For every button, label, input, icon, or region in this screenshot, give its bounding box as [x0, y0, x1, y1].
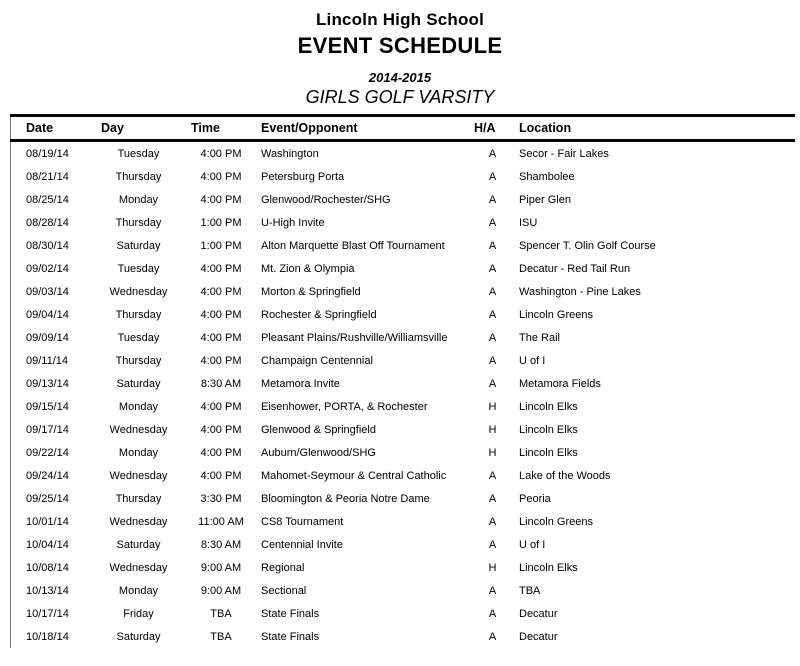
- event-cell: Petersburg Porta: [261, 170, 345, 183]
- header-row: [11, 116, 796, 141]
- ha-cell: A: [488, 469, 497, 482]
- location-cell: TBA: [519, 584, 541, 597]
- table-row: [11, 418, 796, 441]
- day-cell: Thursday: [115, 170, 162, 183]
- schedule-body: [11, 141, 796, 649]
- time-cell: 1:00 PM: [200, 239, 242, 252]
- event-cell: State Finals: [261, 630, 320, 643]
- table-row: [11, 188, 796, 211]
- location-cell: Decatur - Red Tail Run: [519, 262, 631, 275]
- ha-cell: A: [488, 308, 497, 321]
- date-cell: 10/17/14: [26, 607, 69, 620]
- column-header-ha: H/A: [474, 121, 496, 135]
- time-cell: 4:00 PM: [200, 331, 242, 344]
- location-cell: The Rail: [519, 331, 560, 344]
- location-cell: Spencer T. Olin Golf Course: [519, 239, 656, 252]
- date-cell: 09/11/14: [26, 354, 69, 367]
- schedule-table: [10, 114, 795, 648]
- event-cell: Metamora Invite: [261, 377, 340, 390]
- date-cell: 10/04/14: [26, 538, 69, 551]
- date-cell: 09/09/14: [26, 331, 69, 344]
- time-cell: 8:30 AM: [200, 538, 242, 551]
- table-row: [11, 349, 796, 372]
- date-cell: 08/21/14: [26, 170, 69, 183]
- table-row: [11, 533, 796, 556]
- location-cell: Secor - Fair Lakes: [519, 147, 609, 160]
- document-title: EVENT SCHEDULE: [297, 33, 503, 58]
- day-cell: Friday: [123, 607, 154, 620]
- table-row: [11, 372, 796, 395]
- table-row: [11, 579, 796, 602]
- table-row: [11, 395, 796, 418]
- event-cell: Champaign Centennial: [261, 354, 373, 367]
- date-cell: 10/13/14: [26, 584, 69, 597]
- ha-cell: A: [488, 607, 497, 620]
- table-head: [11, 116, 796, 141]
- day-cell: Monday: [118, 193, 159, 206]
- table-row: [11, 464, 796, 487]
- time-cell: 4:00 PM: [200, 400, 242, 413]
- date-cell: 09/25/14: [26, 492, 69, 505]
- day-cell: Thursday: [115, 308, 162, 321]
- time-cell: 4:00 PM: [200, 446, 242, 459]
- table-row: [11, 602, 796, 625]
- location-cell: Lincoln Elks: [519, 561, 578, 574]
- date-cell: 09/15/14: [26, 400, 69, 413]
- event-cell: Sectional: [261, 584, 307, 597]
- date-cell: 09/03/14: [26, 285, 69, 298]
- ha-cell: A: [488, 193, 497, 206]
- time-cell: 9:00 AM: [200, 584, 242, 597]
- day-cell: Saturday: [116, 239, 161, 252]
- ha-cell: H: [488, 446, 497, 459]
- ha-cell: H: [488, 423, 497, 436]
- date-cell: 09/02/14: [26, 262, 69, 275]
- location-cell: Lincoln Elks: [519, 423, 578, 436]
- date-cell: 09/13/14: [26, 377, 69, 390]
- column-header-time: Time: [191, 121, 220, 135]
- ha-cell: A: [488, 377, 497, 390]
- event-cell: Bloomington & Peoria Notre Dame: [261, 492, 430, 505]
- table-row: [11, 280, 796, 303]
- event-cell: Rochester & Springfield: [261, 308, 377, 321]
- ha-cell: H: [488, 561, 497, 574]
- location-cell: Lake of the Woods: [519, 469, 611, 482]
- time-cell: 9:00 AM: [200, 561, 242, 574]
- location-cell: Decatur: [519, 607, 558, 620]
- event-cell: Glenwood/Rochester/SHG: [261, 193, 391, 206]
- location-cell: U of I: [519, 538, 546, 551]
- ha-cell: A: [488, 262, 497, 275]
- team-name: GIRLS GOLF VARSITY: [305, 87, 495, 107]
- ha-cell: A: [488, 492, 497, 505]
- date-cell: 08/19/14: [26, 147, 69, 160]
- event-cell: Mahomet-Seymour & Central Catholic: [261, 469, 447, 482]
- ha-cell: A: [488, 170, 497, 183]
- ha-cell: A: [488, 538, 497, 551]
- table-row: [11, 441, 796, 464]
- time-cell: 4:00 PM: [200, 193, 242, 206]
- time-cell: 4:00 PM: [200, 147, 242, 160]
- location-cell: Metamora Fields: [519, 377, 601, 390]
- document-header: [0, 0, 800, 108]
- time-cell: 4:00 PM: [200, 170, 242, 183]
- column-header-day: Day: [101, 121, 124, 135]
- ha-cell: A: [488, 584, 497, 597]
- table-row: [11, 141, 796, 166]
- day-cell: Tuesday: [117, 331, 160, 344]
- table-row: [11, 165, 796, 188]
- date-cell: 08/28/14: [26, 216, 69, 229]
- table-row: [11, 625, 796, 648]
- location-cell: Lincoln Elks: [519, 446, 578, 459]
- column-header-location: Location: [519, 121, 572, 135]
- event-cell: U-High Invite: [261, 216, 325, 229]
- location-cell: Decatur: [519, 630, 558, 643]
- table-row: [11, 303, 796, 326]
- ha-cell: A: [488, 147, 497, 160]
- table-row: [11, 487, 796, 510]
- location-cell: Peoria: [519, 492, 551, 505]
- day-cell: Monday: [118, 446, 159, 459]
- table-row: [11, 211, 796, 234]
- column-header-event: Event/Opponent: [261, 121, 358, 135]
- ha-cell: A: [488, 331, 497, 344]
- time-cell: 4:00 PM: [200, 285, 242, 298]
- event-cell: Centennial Invite: [261, 538, 343, 551]
- time-cell: 4:00 PM: [200, 423, 242, 436]
- time-cell: 4:00 PM: [200, 354, 242, 367]
- day-cell: Saturday: [116, 630, 161, 643]
- location-cell: Washington - Pine Lakes: [519, 285, 641, 298]
- table-row: [11, 326, 796, 349]
- date-cell: 09/17/14: [26, 423, 69, 436]
- day-cell: Monday: [118, 400, 159, 413]
- day-cell: Saturday: [116, 377, 161, 390]
- location-cell: Lincoln Elks: [519, 400, 578, 413]
- column-header-date: Date: [26, 121, 54, 135]
- day-cell: Monday: [118, 584, 159, 597]
- date-cell: 10/08/14: [26, 561, 69, 574]
- day-cell: Thursday: [115, 492, 162, 505]
- event-cell: Glenwood & Springfield: [261, 423, 376, 436]
- day-cell: Wednesday: [109, 515, 168, 528]
- date-cell: 08/25/14: [26, 193, 69, 206]
- day-cell: Thursday: [115, 354, 162, 367]
- time-cell: 4:00 PM: [200, 262, 242, 275]
- time-cell: TBA: [210, 607, 232, 620]
- table-row: [11, 510, 796, 533]
- time-cell: 8:30 AM: [200, 377, 242, 390]
- time-cell: 4:00 PM: [200, 308, 242, 321]
- day-cell: Thursday: [115, 216, 162, 229]
- date-cell: 10/01/14: [26, 515, 69, 528]
- time-cell: 11:00 AM: [198, 515, 244, 528]
- location-cell: Shambolee: [519, 170, 575, 183]
- location-cell: Lincoln Greens: [519, 308, 593, 321]
- date-cell: 09/24/14: [26, 469, 69, 482]
- day-cell: Saturday: [116, 538, 161, 551]
- ha-cell: A: [488, 515, 497, 528]
- ha-cell: H: [488, 400, 497, 413]
- date-cell: 10/18/14: [26, 630, 69, 643]
- ha-cell: A: [488, 216, 497, 229]
- event-cell: State Finals: [261, 607, 320, 620]
- event-cell: Auburn/Glenwood/SHG: [261, 446, 376, 459]
- location-cell: U of I: [519, 354, 546, 367]
- date-cell: 09/04/14: [26, 308, 69, 321]
- time-cell: 4:00 PM: [200, 469, 242, 482]
- school-name: Lincoln High School: [315, 10, 485, 29]
- location-cell: ISU: [519, 216, 538, 229]
- event-cell: CS8 Tournament: [261, 515, 344, 528]
- time-cell: 3:30 PM: [200, 492, 242, 505]
- day-cell: Tuesday: [117, 262, 160, 275]
- location-cell: Piper Glen: [519, 193, 571, 206]
- event-cell: Regional: [261, 561, 305, 574]
- day-cell: Wednesday: [109, 423, 168, 436]
- day-cell: Tuesday: [117, 147, 160, 160]
- ha-cell: A: [488, 239, 497, 252]
- day-cell: Wednesday: [109, 561, 168, 574]
- event-cell: Washington: [261, 147, 319, 160]
- event-cell: Pleasant Plains/Rushville/Williamsville: [261, 331, 448, 344]
- event-cell: Alton Marquette Blast Off Tournament: [261, 239, 445, 252]
- date-cell: 09/22/14: [26, 446, 69, 459]
- event-cell: Morton & Springfield: [261, 285, 361, 298]
- day-cell: Wednesday: [109, 469, 168, 482]
- time-cell: 1:00 PM: [200, 216, 242, 229]
- season-label: 2014-2015: [368, 70, 432, 85]
- ha-cell: A: [488, 630, 497, 643]
- event-cell: Eisenhower, PORTA, & Rochester: [261, 400, 428, 413]
- event-cell: Mt. Zion & Olympia: [261, 262, 355, 275]
- day-cell: Wednesday: [109, 285, 168, 298]
- table-row: [11, 234, 796, 257]
- ha-cell: A: [488, 354, 497, 367]
- table-row: [11, 257, 796, 280]
- ha-cell: A: [488, 285, 497, 298]
- location-cell: Lincoln Greens: [519, 515, 593, 528]
- date-cell: 08/30/14: [26, 239, 69, 252]
- table-row: [11, 556, 796, 579]
- time-cell: TBA: [210, 630, 232, 643]
